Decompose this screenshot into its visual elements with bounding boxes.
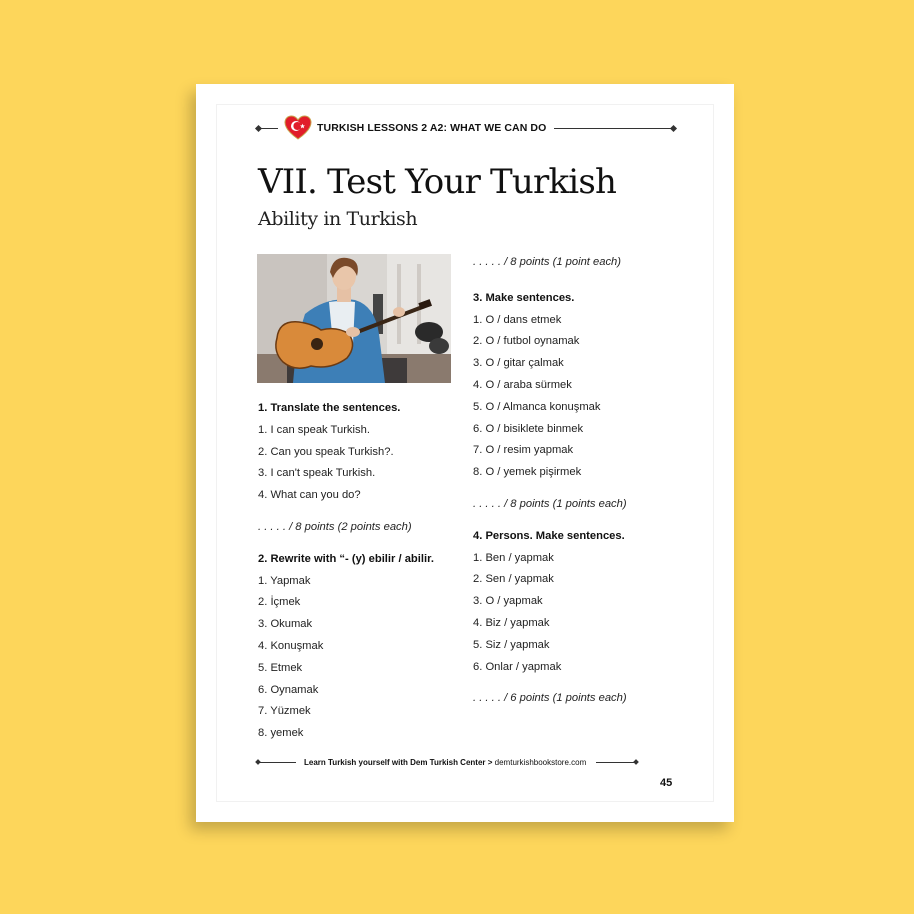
page-title: VII. Test Your Turkish [258,162,617,202]
list-item: 4. What can you do? [258,489,361,502]
list-item: 8. O / yemek pişirmek [473,466,582,479]
section-2-points: . . . . . / 8 points (1 point each) [473,256,621,268]
header-title: TURKISH LESSONS 2 A2: WHAT WE CAN DO [317,122,547,134]
list-item: 4. O / araba sürmek [473,378,572,391]
list-item: 1. Yapmak [258,574,311,587]
list-item: 2. Sen / yapmak [473,573,554,586]
page-header [258,114,678,142]
turkey-flag-heart-icon [284,115,312,141]
section-1-points: . . . . . / 8 points (2 points each) [258,520,412,533]
list-item: 6. Oynamak [258,683,319,696]
footer-text [304,758,586,767]
section-2-title: 2. Rewrite with “- (y) ebilir / abilir. [258,552,434,565]
footer-tagline: Learn Turkish yourself with Dem Turkish Center [304,757,486,767]
section-3-points: . . . . . / 8 points (1 points each) [473,497,627,510]
header-rule-right [554,128,674,129]
list-item: 7. O / resim yapmak [473,444,574,457]
page-subtitle: Ability in Turkish [258,208,418,230]
list-item: 3. O / yapmak [473,595,543,608]
right-column [473,252,673,710]
list-item: 6. Onlar / yapmak [473,660,562,673]
header-rule-left [258,128,278,129]
list-item: 3. I can't speak Turkish. [258,467,376,480]
worksheet-page [196,84,734,822]
list-item: 2. Can you speak Turkish?. [258,445,394,458]
section-4-title: 4. Persons. Make sentences. [473,529,625,542]
list-item: 6. O / bisiklete binmek [473,422,584,435]
footer-link[interactable]: demturkishbookstore.com [494,757,587,767]
section-4-points: . . . . . / 6 points (1 points each) [473,692,627,705]
list-item: 1. O / dans etmek [473,313,562,326]
list-item: 8. yemek [258,727,304,740]
list-item: 4. Konuşmak [258,639,324,652]
list-item: 2. İçmek [258,596,301,609]
list-item: 5. O / Almanca konuşmak [473,400,601,413]
left-column [258,398,458,745]
section-3-title: 3. Make sentences. [473,291,575,304]
list-item: 7. Yüzmek [258,705,311,718]
list-item: 5. Siz / yapmak [473,638,550,651]
section-1-title: 1. Translate the sentences. [258,402,401,414]
list-item: 3. O / gitar çalmak [473,357,564,370]
footer-rule-right [596,762,636,763]
list-item: 5. Etmek [258,661,303,674]
list-item: 4. Biz / yapmak [473,616,550,629]
page-number: 45 [660,777,673,789]
guitar-player-photo [257,254,451,383]
list-item: 1. Ben / yapmak [473,551,554,564]
page-footer [258,754,678,770]
list-item: 2. O / futbol oynamak [473,335,580,348]
list-item: 1. I can speak Turkish. [258,423,370,436]
list-item: 3. Okumak [258,618,313,631]
footer-rule-left [258,762,296,763]
footer-separator: > [485,757,495,767]
